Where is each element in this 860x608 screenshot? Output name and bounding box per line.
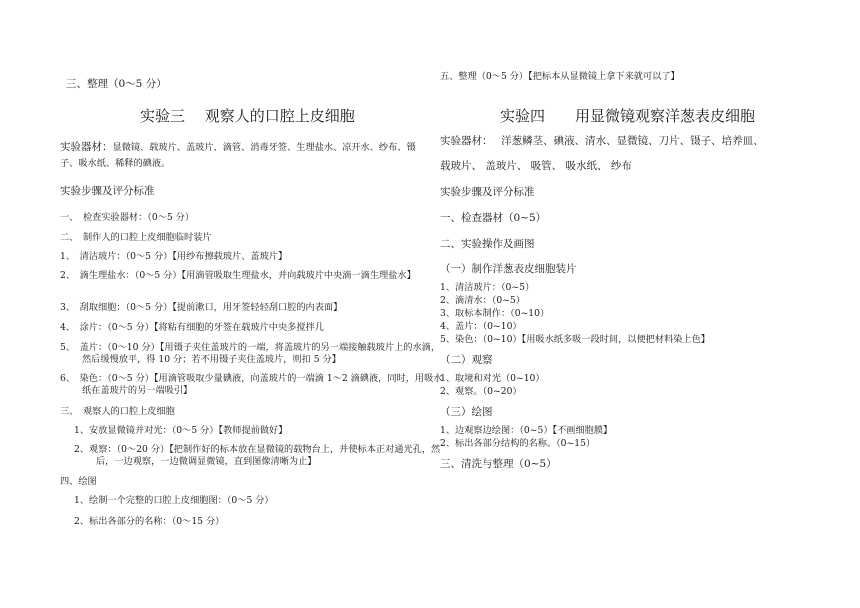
draw-while-observing: 1、边观察边绘图：（0~5）【不画细胞膜】 [440, 425, 613, 436]
step-scrape-cells: 3、 刮取细胞：（0～5 分）【提前漱口，用牙签轻轻刮口腔的内表面】 [60, 302, 343, 313]
observe-setup-microscope: 1、安放显微镜并对光：（0～5 分）【教师提前做好】 [74, 425, 288, 436]
draw-label-parts: 2、标出各部分结构的名称。（0~15） [440, 438, 596, 449]
materials-paragraph [60, 140, 420, 172]
step-stain: 5、染色：（0~10）【用吸水纸多吸一段时间，以便把材料染上色】 [440, 334, 710, 345]
item-observe: 三、 观察人的口腔上皮细胞 [60, 406, 175, 417]
sub-observe: （二）观察 [440, 354, 493, 366]
step-cover-slip: 4、盖片：（0~10） [440, 321, 522, 332]
item-check-materials: 一、检查器材（0~5） [440, 212, 547, 224]
materials-line-1: 实验器材： 洋葱鳞茎、碘液、清水、显微镜、刀片、镊子、培养皿、 [440, 135, 764, 147]
sub-drawing: （三）绘图 [440, 406, 493, 418]
item-clean-organize: 三、清洗与整理（0~5） [440, 458, 557, 470]
step-stain: 6、 染色：（0～5 分）【用滴管吸取少量碘液，向盖玻片的一端滴 1～2 滴碘液，同时，用吸水纸在盖玻片的另一端吸引】 [60, 373, 443, 396]
section-5-organize: 五、整理（0～5 分）【把标本从显微镜上拿下来就可以了】 [440, 71, 680, 82]
step-cover-slip: 5、 盖片：（0～10 分）【用镊子夹住盖玻片的一端，将盖玻片的另一端接触载玻片上的水滴，然后缓慢放平，得 10 分；若不用镊子夹住盖玻片，则扣 5 分】 [60, 342, 441, 365]
item-check-materials: 一、 检查实验器材：（0～5 分） [60, 212, 195, 223]
step-clean-slides: 1、 清洁玻片：（0～5 分）【用纱布擦载玻片、盖玻片】 [60, 251, 288, 262]
experiment-3-title: 实验三 观察人的口腔上皮细胞 [140, 107, 355, 125]
step-saline: 2、 滴生理盐水：（0～5 分）【用滴管吸取生理盐水，并向载玻片中央滴一滴生理盐水】 [60, 270, 416, 281]
steps-heading: 实验步骤及评分标准 [440, 186, 535, 198]
item-operation-drawing: 二、实验操作及画图 [440, 238, 535, 250]
item-make-slide: 二、 制作人的口腔上皮细胞临时装片 [60, 232, 212, 243]
observe-view: 2、观察。（0~20） [440, 386, 522, 397]
draw-label-parts: 2、标出各部分的名称：（0～15 分） [74, 516, 225, 527]
sub-make-onion-slide: （一）制作洋葱表皮细胞装片 [440, 263, 577, 275]
step-smear: 4、 涂片：（0～5 分）【将粘有细胞的牙签在载玻片中央多搅拌几 [60, 322, 324, 333]
materials-line-2: 载玻片、 盖玻片、 吸管、 吸水纸、 纱布 [440, 160, 632, 172]
step-prepare-specimen: 3、取标本制作：（0~10） [440, 308, 550, 319]
materials-text: 显微镜、载玻片、盖玻片、滴管、消毒牙签、生理盐水、凉开水、纱布、镊子、吸水纸、稀释的碘液。 [60, 142, 416, 169]
observe-focus: 2、观察：（0～20 分）【把制作好的标本放在显微镜的载物台上，并使标本正对通光孔，然后，一边观察，一边微调显微镜，直到图像清晰为止】 [74, 444, 441, 467]
experiment-4-title: 实验四 用显微镜观察洋葱表皮细胞 [500, 107, 756, 125]
item-draw: 四、绘图 [60, 476, 97, 487]
observe-light: 1、取境和对光（0~10） [440, 373, 545, 384]
steps-heading: 实验步骤及评分标准 [60, 185, 155, 197]
step-clean-slides: 1、清洁玻片：（0~5） [440, 282, 535, 293]
draw-cell-diagram: 1、绘制一个完整的口腔上皮细胞图：（0～5 分） [74, 495, 274, 506]
section-3-organize: 三、整理（0～5 分） [66, 78, 167, 90]
materials-label: 实验器材： [60, 141, 113, 153]
step-drop-water: 2、滴清水：（0~5） [440, 295, 525, 306]
